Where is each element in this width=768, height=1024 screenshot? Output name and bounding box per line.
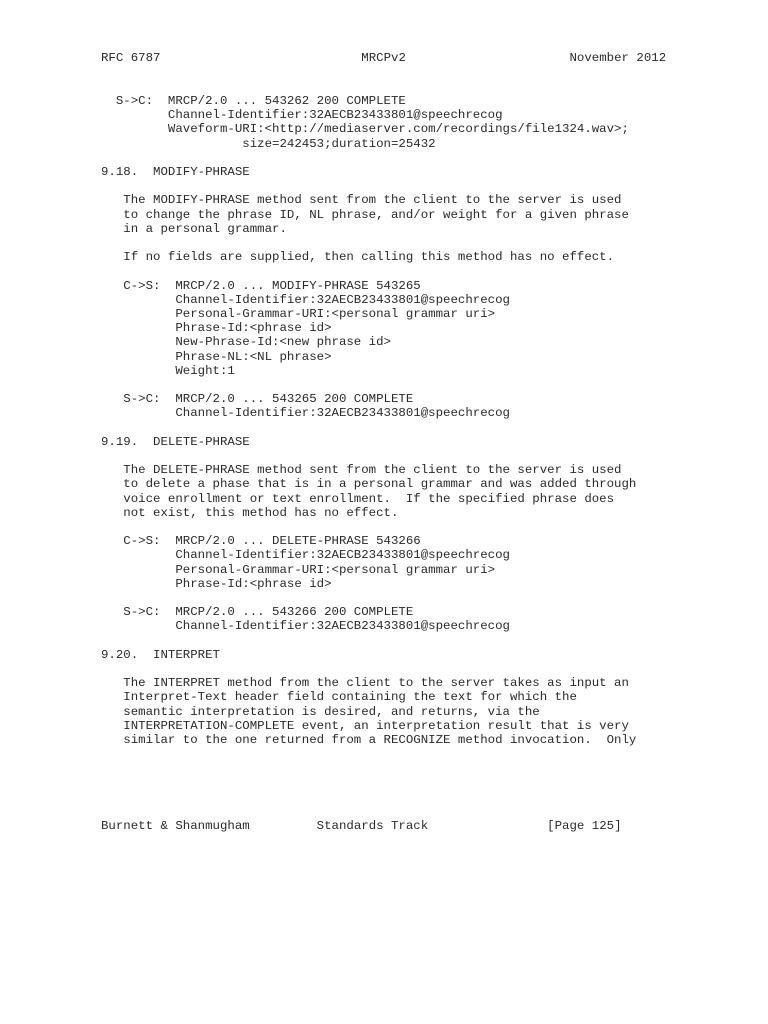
- body-line: not exist, this method has no effect.: [101, 505, 399, 520]
- body-line: Phrase-NL:<NL phrase>: [101, 349, 332, 364]
- body-line: 9.20. INTERPRET: [101, 647, 220, 662]
- body-line: The DELETE-PHRASE method sent from the client to the server is used: [101, 463, 622, 478]
- body-line: S->C: MRCP/2.0 ... 543265 200 COMPLETE: [101, 392, 414, 407]
- header-left: RFC 6787: [101, 51, 161, 65]
- body-line: New-Phrase-Id:<new phrase id>: [101, 335, 391, 350]
- body-line: to change the phrase ID, NL phrase, and/or weight for a given phrase: [101, 207, 629, 222]
- body-line: The MODIFY-PHRASE method sent from the client to the server is used: [101, 193, 622, 208]
- page-header: [101, 51, 666, 65]
- footer-center: Standards Track: [316, 819, 429, 833]
- body-line: 9.18. MODIFY-PHRASE: [101, 165, 250, 179]
- footer-right: [Page 125]: [547, 819, 622, 833]
- body-line: semantic interpretation is desired, and returns, via the: [101, 704, 540, 719]
- body-line: similar to the one returned from a RECOGNIZE method invocation. Only: [101, 733, 637, 747]
- body-line: Channel-Identifier:32AECB23433801@speechrecog: [101, 292, 510, 307]
- header-gap-2: [406, 51, 570, 65]
- body-line: Personal-Grammar-URI:<personal grammar uri>: [101, 562, 496, 577]
- body-line: Waveform-URI:<http://mediaserver.com/recordings/file1324.wav>;: [101, 122, 629, 137]
- body-line: C->S: MRCP/2.0 ... MODIFY-PHRASE 543265: [101, 278, 421, 293]
- body-line: INTERPRETATION-COMPLETE event, an interpretation result that is very: [101, 718, 629, 733]
- body-line: Channel-Identifier:32AECB23433801@speechrecog: [101, 108, 503, 123]
- body-line: Personal-Grammar-URI:<personal grammar uri>: [101, 307, 496, 321]
- body-line: to delete a phase that is in a personal grammar and was added through: [101, 477, 637, 492]
- header-center: MRCPv2: [361, 51, 406, 65]
- page-footer: [101, 819, 622, 833]
- body-line: Channel-Identifier:32AECB23433801@speechrecog: [101, 548, 510, 563]
- body-line: S->C: MRCP/2.0 ... 543266 200 COMPLETE: [101, 605, 414, 620]
- body-line: Phrase-Id:<phrase id>: [101, 321, 332, 336]
- body-line: size=242453;duration=25432: [101, 136, 436, 151]
- body-line: Channel-Identifier:32AECB23433801@speechrecog: [101, 619, 510, 634]
- body-line: The INTERPRET method from the client to the server takes as input an: [101, 676, 629, 691]
- header-right: November 2012: [569, 51, 667, 65]
- footer-gap-2: [428, 819, 547, 833]
- body-line: Phrase-Id:<phrase id>: [101, 576, 332, 591]
- body-line: C->S: MRCP/2.0 ... DELETE-PHRASE 543266: [101, 534, 421, 549]
- footer-gap-1: [250, 819, 317, 833]
- header-gap-1: [161, 51, 362, 65]
- footer-left: Burnett & Shanmugham: [101, 819, 250, 833]
- body-line: If no fields are supplied, then calling this method has no effect.: [101, 250, 615, 265]
- body-line: voice enrollment or text enrollment. If the specified phrase does: [101, 491, 615, 506]
- body-line: Weight:1: [101, 363, 235, 378]
- body-line: 9.19. DELETE-PHRASE: [101, 434, 250, 449]
- body-line: S->C: MRCP/2.0 ... 543262 200 COMPLETE: [101, 94, 406, 108]
- body-line: Interpret-Text header field containing the text for which the: [101, 690, 577, 705]
- body-line: Channel-Identifier:32AECB23433801@speechrecog: [101, 406, 510, 421]
- body-line: in a personal grammar.: [101, 221, 287, 236]
